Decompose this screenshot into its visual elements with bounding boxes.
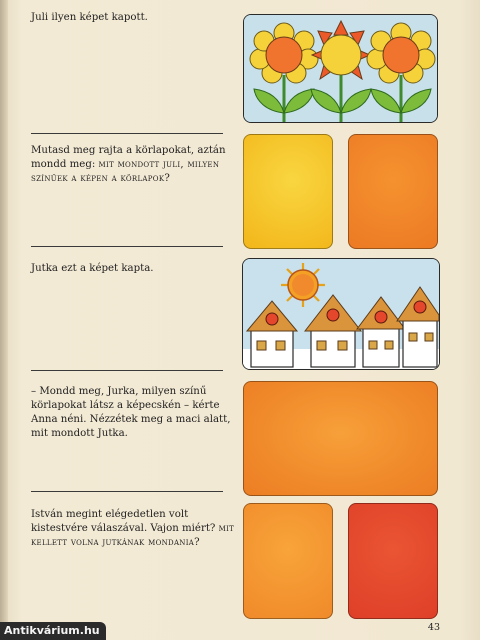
divider-3	[31, 370, 223, 371]
section-5-text-sc: mit kellett volna jutkának mondania?	[31, 523, 235, 548]
section-2-text-a: Mutasd meg rajta a körlapokat, aztán mondd meg:	[31, 145, 226, 170]
watermark: Antikvárium.hu	[0, 622, 106, 640]
section-5-text-a: István megint elégedetlen volt kistestvére válaszával. Vajon miért?	[31, 509, 219, 534]
red-swatch	[348, 503, 438, 619]
section-3-text: Jutka ezt a képet kapta.	[31, 263, 154, 274]
flowers-picture	[243, 14, 438, 123]
section-4-text: – Mondd meg, Jurka, milyen színű körlapokat látsz a képecskén – kérte Anna néni. Nézzétek meg a maci alatt, mit mondott Jutka.	[31, 386, 231, 439]
orange-swatch	[348, 134, 438, 249]
yellow-swatch	[243, 134, 333, 249]
houses-picture	[242, 258, 440, 370]
flowers-illustration	[244, 15, 437, 122]
section-2-text-sc: mit mondott juli, milyen színűek a képen a körlapok?	[31, 159, 220, 184]
section-5-text	[31, 508, 236, 550]
divider-4	[31, 491, 223, 492]
divider-2	[31, 246, 223, 247]
large-orange-swatch	[243, 381, 438, 496]
divider-1	[31, 133, 223, 134]
bottom-orange-swatch	[243, 503, 333, 619]
page-binding	[0, 0, 8, 640]
houses-illustration	[243, 259, 439, 369]
page-number: 43	[427, 622, 440, 633]
section-2-text	[31, 144, 231, 186]
section-1-text: Juli ilyen képet kapott.	[31, 12, 148, 23]
